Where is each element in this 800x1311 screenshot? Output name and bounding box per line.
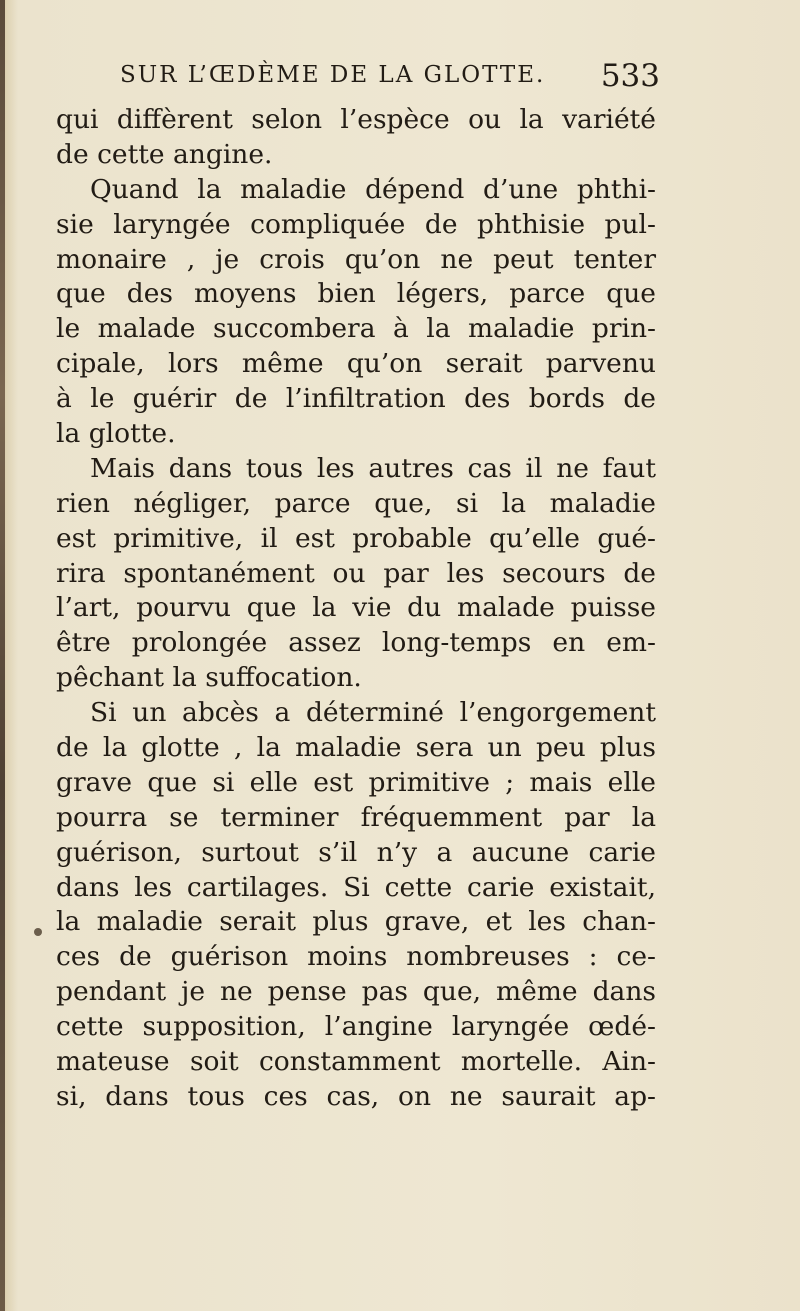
text-line: de cette angine. [56, 138, 273, 170]
margin-ink-mark [34, 928, 42, 936]
text-line: sie laryngée compliquée de phthisie pul- [56, 208, 656, 240]
binding-edge [0, 0, 5, 1311]
text-line: à le guérir de l’infiltration des bords de [56, 383, 656, 415]
body-text [56, 103, 656, 1115]
text-line: mateuse soit constamment mortelle. Ain- [56, 1046, 656, 1078]
text-line: de la glotte , la maladie sera un peu plus [56, 732, 656, 764]
text-line: est primitive, il est probable qu’elle gué- [56, 522, 656, 554]
text-line: pourra se terminer fréquemment par la [56, 801, 656, 833]
text-line: la glotte. [56, 418, 176, 450]
text-line: rira spontanément ou par les secours de [56, 557, 656, 589]
text-line: cette supposition, l’angine laryngée œdé- [56, 1011, 656, 1043]
text-line: dans les cartilages. Si cette carie existait, [56, 871, 656, 903]
page-header [120, 58, 660, 98]
text-line: l’art, pourvu que la vie du malade puisse [56, 592, 656, 624]
text-line: pêchant la suffocation. [56, 662, 362, 694]
text-line: pendant je ne pense pas que, même dans [56, 976, 656, 1008]
paragraph-start-line: Mais dans tous les autres cas il ne faut [90, 452, 656, 484]
text-line: ces de guérison moins nombreuses : ce- [56, 941, 656, 973]
text-line: si, dans tous ces cas, on ne saurait ap- [56, 1080, 656, 1112]
text-line: la maladie serait plus grave, et les chan- [56, 906, 656, 938]
text-line: rien négliger, parce que, si la maladie [56, 487, 656, 519]
text-line: cipale, lors même qu’on serait parvenu [56, 348, 656, 380]
paragraph-start-line: Si un abcès a déterminé l’engorgement [90, 697, 656, 729]
running-head: SUR L’ŒDÈME DE LA GLOTTE. [120, 62, 546, 88]
text-line: monaire , je crois qu’on ne peut tenter [56, 243, 656, 275]
text-line: qui diffèrent selon l’espèce ou la variété [56, 104, 656, 135]
text-line: le malade succombera à la maladie prin- [56, 313, 656, 345]
text-line: grave que si elle est primitive ; mais elle [56, 766, 656, 798]
paragraph-start-line: Quand la maladie dépend d’une phthi- [90, 173, 656, 205]
text-line: être prolongée assez long-temps en em- [56, 627, 656, 659]
page-number: 533 [600, 58, 660, 94]
text-line: guérison, surtout s’il n’y a aucune carie [56, 836, 656, 868]
text-line: que des moyens bien légers, parce que [56, 278, 656, 310]
